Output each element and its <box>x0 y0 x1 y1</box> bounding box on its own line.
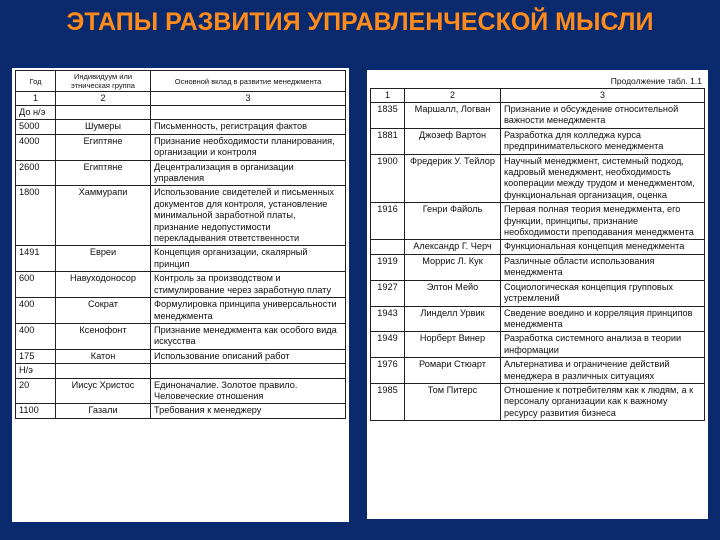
row-contribution: Научный менеджмент, системный подход, кадровый менеджмент, необходимость кооперации между трудом и менеджментом, функциональная организация, оценка <box>501 154 705 203</box>
row-name: Навуходоносор <box>56 272 151 298</box>
history-table-part-1 <box>15 70 346 419</box>
row-name: Ксенофонт <box>56 323 151 349</box>
row-year: 1927 <box>371 280 405 306</box>
history-table-part-2 <box>370 88 705 421</box>
row-year: 1949 <box>371 332 405 358</box>
row-name: Моррис Л. Кук <box>405 254 501 280</box>
table-row <box>371 306 705 332</box>
row-year: 400 <box>16 323 56 349</box>
row-name: Иисус Христос <box>56 378 151 404</box>
table-row <box>371 240 705 254</box>
row-year: 1800 <box>16 186 56 246</box>
col-number: 2 <box>405 89 501 103</box>
row-contribution: Признание необходимости планирования, организации и контроля <box>151 134 346 160</box>
table-row <box>16 186 346 246</box>
header-year: Год <box>16 71 56 92</box>
col-number: 1 <box>371 89 405 103</box>
row-name: Египтяне <box>56 160 151 186</box>
row-year: 2600 <box>16 160 56 186</box>
row-year: 4000 <box>16 134 56 160</box>
table-row <box>371 280 705 306</box>
table-row <box>371 332 705 358</box>
row-year: 1100 <box>16 404 56 418</box>
row-name: Александр Г. Черч <box>405 240 501 254</box>
row-year: 1916 <box>371 203 405 240</box>
row-name: Сократ <box>56 298 151 324</box>
row-contribution: Сведение воедино и корреляция принципов менеджмента <box>501 306 705 332</box>
row-year: 1900 <box>371 154 405 203</box>
row-contribution: Альтернатива и ограничение действий менеджера в различных ситуациях <box>501 358 705 384</box>
row-year <box>371 240 405 254</box>
table-row <box>16 349 346 363</box>
row-year: 1491 <box>16 246 56 272</box>
table-row <box>371 103 705 129</box>
row-name: Евреи <box>56 246 151 272</box>
row-contribution: Децентрализация в организации управления <box>151 160 346 186</box>
row-year: 1919 <box>371 254 405 280</box>
row-year: Н/э <box>16 364 56 378</box>
row-contribution: Социологическая концепция групповых устремлений <box>501 280 705 306</box>
table-row <box>371 154 705 203</box>
row-contribution: Формулировка принципа универсальности менеджмента <box>151 298 346 324</box>
row-name <box>56 364 151 378</box>
col-number: 3 <box>151 92 346 106</box>
row-contribution: Использование описаний работ <box>151 349 346 363</box>
page-title: ЭТАПЫ РАЗВИТИЯ УПРАВЛЕНЧЕСКОЙ МЫСЛИ <box>66 8 654 36</box>
row-contribution: Единоначалие. Золотое правило. Человеческие отношения <box>151 378 346 404</box>
col-number: 3 <box>501 89 705 103</box>
row-year: 1835 <box>371 103 405 129</box>
table-left-panel <box>12 68 349 522</box>
row-year: До н/э <box>16 106 56 120</box>
row-name: Египтяне <box>56 134 151 160</box>
row-year: 400 <box>16 298 56 324</box>
row-contribution: Использование свидетелей и письменных документов для контроля, установление минимальной заработной платы, признание недопустимости перекладывания ответственности <box>151 186 346 246</box>
row-name: Ромари Стюарт <box>405 358 501 384</box>
table-row <box>16 134 346 160</box>
table-row <box>16 298 346 324</box>
row-name: Маршалл, Логван <box>405 103 501 129</box>
table-row <box>16 120 346 134</box>
col-number: 2 <box>56 92 151 106</box>
table-row <box>371 358 705 384</box>
row-contribution: Разработка системного анализа в теории информации <box>501 332 705 358</box>
row-year: 5000 <box>16 120 56 134</box>
row-contribution: Признание и обсуждение относительной важности менеджмента <box>501 103 705 129</box>
table-row <box>16 364 346 378</box>
row-name: Хаммурапи <box>56 186 151 246</box>
row-name: Линделл Урвик <box>405 306 501 332</box>
table-row <box>16 246 346 272</box>
table-header-row <box>16 71 346 92</box>
row-name <box>56 106 151 120</box>
table-row <box>371 203 705 240</box>
row-contribution: Функциональная концепция менеджмента <box>501 240 705 254</box>
table-caption: Продолжение табл. 1.1 <box>610 76 702 86</box>
row-year: 1985 <box>371 383 405 420</box>
row-name: Катон <box>56 349 151 363</box>
row-contribution: Отношение к потребителям как к людям, а к персоналу организации как к важному ресурсу развития бизнеса <box>501 383 705 420</box>
row-contribution: Требования к менеджеру <box>151 404 346 418</box>
table-row <box>16 404 346 418</box>
header-person: Индивидуум или этническая группа <box>56 71 151 92</box>
row-contribution: Разработка для колледжа курса предпринимательского менеджмента <box>501 128 705 154</box>
row-year: 1881 <box>371 128 405 154</box>
column-number-row <box>371 89 705 103</box>
row-name: Газали <box>56 404 151 418</box>
row-year: 20 <box>16 378 56 404</box>
row-contribution: Признание менеджмента как особого вида искусства <box>151 323 346 349</box>
row-year: 1976 <box>371 358 405 384</box>
table-row <box>371 128 705 154</box>
row-contribution: Письменность, регистрация фактов <box>151 120 346 134</box>
header-contribution: Основной вклад в развитие менеджмента <box>151 71 346 92</box>
table-row <box>371 383 705 420</box>
row-name: Генри Файоль <box>405 203 501 240</box>
row-name: Элтон Мейо <box>405 280 501 306</box>
row-contribution: Контроль за производством и стимулирование через заработную плату <box>151 272 346 298</box>
row-year: 175 <box>16 349 56 363</box>
table-row <box>16 323 346 349</box>
row-year: 600 <box>16 272 56 298</box>
column-number-row <box>16 92 346 106</box>
table-right-panel <box>367 70 708 519</box>
row-contribution <box>151 106 346 120</box>
table-row <box>16 160 346 186</box>
table-row <box>371 254 705 280</box>
table-row <box>16 106 346 120</box>
col-number: 1 <box>16 92 56 106</box>
row-contribution: Первая полная теория менеджмента, его функции, принципы, признание необходимости преподавания менеджмента <box>501 203 705 240</box>
row-name: Том Питерс <box>405 383 501 420</box>
row-contribution <box>151 364 346 378</box>
row-name: Норберт Винер <box>405 332 501 358</box>
row-contribution: Различные области использования менеджмента <box>501 254 705 280</box>
table-row <box>16 272 346 298</box>
row-name: Джозеф Вартон <box>405 128 501 154</box>
row-contribution: Концепция организации, скалярный принцип <box>151 246 346 272</box>
row-name: Шумеры <box>56 120 151 134</box>
row-year: 1943 <box>371 306 405 332</box>
table-row <box>16 378 346 404</box>
row-name: Фредерик У. Тейлор <box>405 154 501 203</box>
